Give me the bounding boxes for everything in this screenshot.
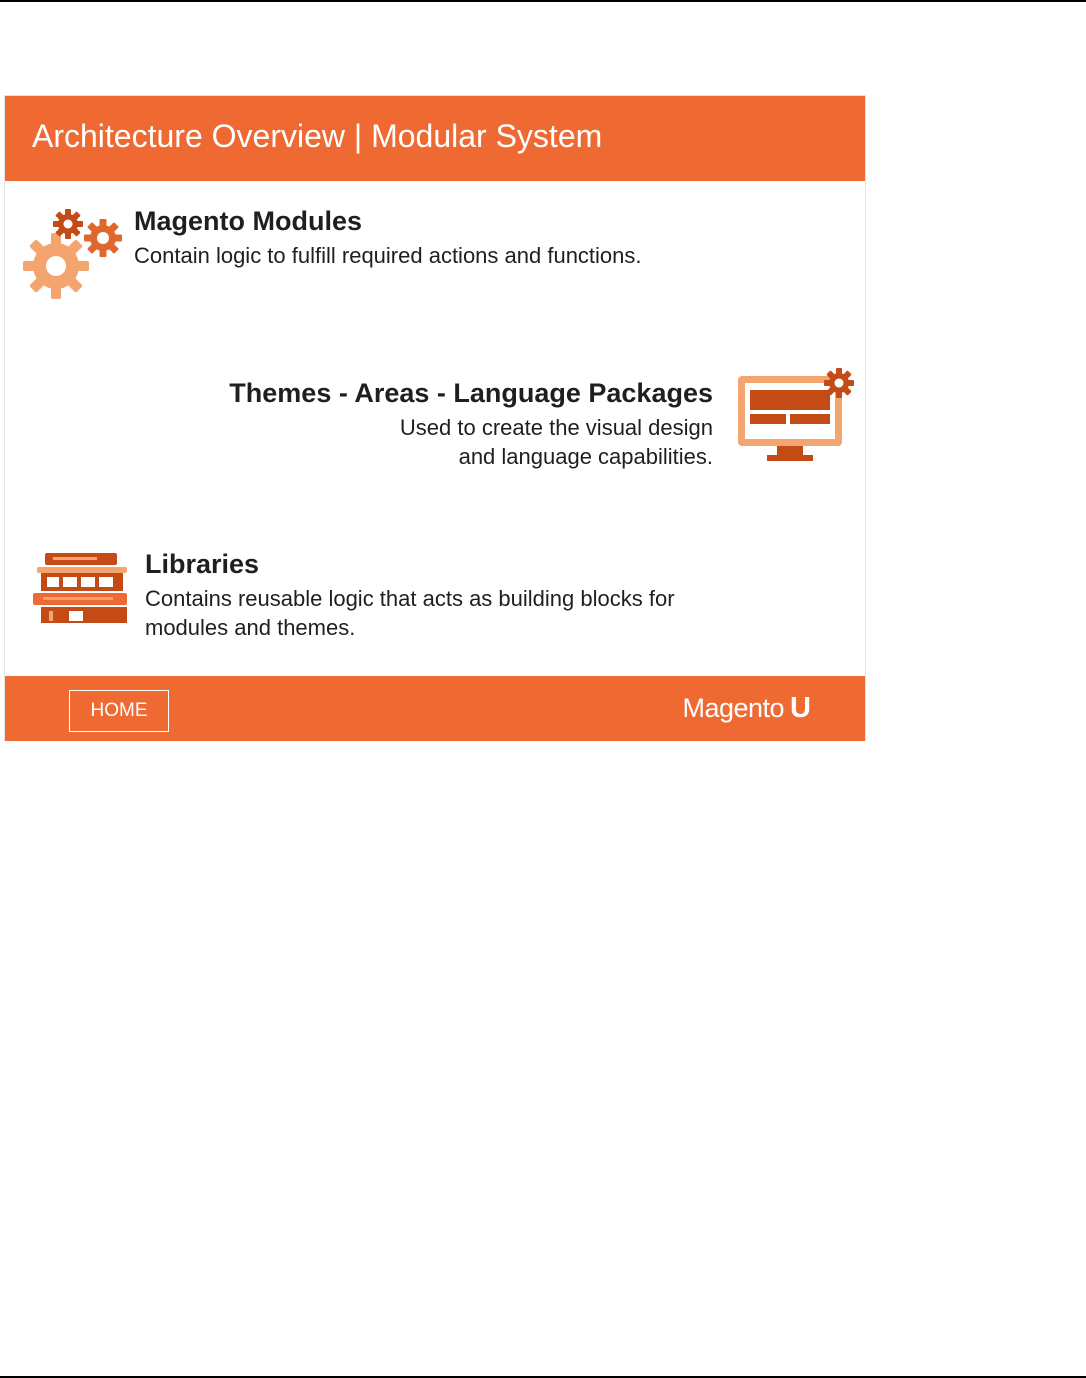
gears-icon <box>23 206 123 306</box>
description-line: and language capabilities. <box>458 444 713 469</box>
section-themes-areas-language-packages <box>145 378 713 471</box>
books-icon <box>33 551 131 631</box>
section-title: Magento Modules <box>134 206 362 236</box>
description-line: Contains reusable logic that acts as building blocks for <box>145 586 675 611</box>
section-description <box>145 413 713 471</box>
section-description: Contain logic to fulfill required actions and functions. <box>134 243 642 268</box>
section-magento-modules <box>134 206 834 270</box>
section-title: Themes - Areas - Language Packages <box>229 378 713 408</box>
home-button[interactable]: HOME <box>69 690 169 732</box>
section-description <box>145 584 845 642</box>
section-title: Libraries <box>145 549 260 579</box>
brand-suffix: U <box>790 692 811 724</box>
slide <box>4 95 866 741</box>
slide-title: Architecture Overview | Modular System <box>32 118 603 154</box>
slide-footer <box>5 676 865 741</box>
description-line: Used to create the visual design <box>399 415 713 440</box>
brand-name: Magento <box>682 693 785 723</box>
magento-u-logo <box>682 692 811 725</box>
section-libraries <box>145 549 845 642</box>
slide-header <box>5 96 865 181</box>
monitor-icon <box>735 366 855 466</box>
top-rule <box>0 0 1086 2</box>
description-line: modules and themes. <box>145 615 356 640</box>
